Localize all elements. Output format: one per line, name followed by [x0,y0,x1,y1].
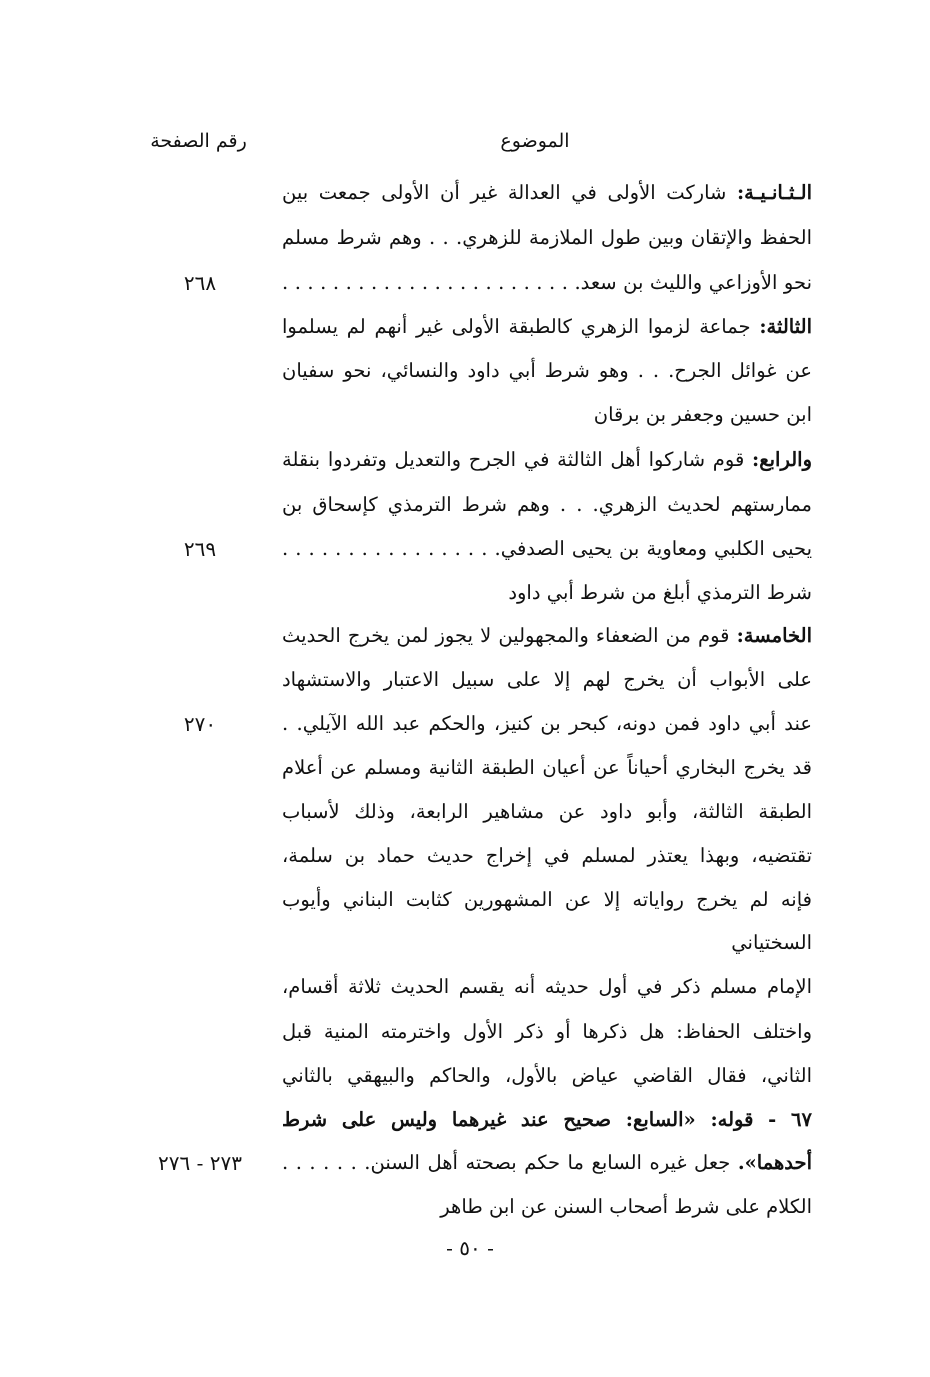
page-number: ٢٦٨ [183,271,217,295]
entry-text: شاركت الأولى في العدالة غير أن الأولى جمعت بين [282,181,737,204]
entry-text: عند أبي داود فمن دونه، كبحر بن كنيز، والحكم عبد الله الآيلي. . [282,712,812,735]
index-line [282,217,812,259]
entry-text: السختياني [731,931,812,954]
index-line [282,306,812,348]
entry-heading: والرابع: [752,448,812,471]
index-line [282,1099,812,1141]
entry-text: ممارستهم لحديث الزهري. . . وهم شرط الترمذي كإسحاق بن [282,493,812,516]
index-line [282,703,812,745]
index-line [282,1186,812,1228]
index-line [282,659,812,701]
entry-text: واختلف الحفاظ: هل ذكرها أو ذكر الأول واخترمته المنية قبل [282,1020,812,1043]
entry-text: فإنه لم يخرج رواياته إلا عن المشهورين كثابت البناني وأيوب [282,888,812,911]
index-line [282,1011,812,1053]
index-line [282,262,812,304]
entry-text: عن غوائل الجرح. . . وهو شرط أبي داود والنسائي، نحو سفيان [282,359,812,382]
entry-text: الثاني، فقال القاضي عياض بالأول، والحاكم والبيهقي بالثاني [282,1064,812,1087]
entry-text: الإمام مسلم ذكر في أول حديثه أنه يقسم الحديث ثلاثة أقسام، [282,975,812,998]
index-line [282,879,812,921]
index-line [282,966,812,1008]
page-number: ٢٦٩ [183,537,217,561]
page-number: ٢٧٠ [183,712,217,736]
entry-text: الحفظ والإتقان وبين طول الملازمة للزهري. . . وهم شرط مسلم [282,226,812,249]
index-line [282,1142,812,1184]
entry-heading: أحدهما». [737,1151,812,1174]
page-footer-number: - ٥٠ - [446,1236,494,1260]
index-line [282,791,812,833]
entry-heading: الخامسة: [736,624,812,647]
entry-heading: الثالثة: [759,315,812,338]
entry-text: نحو الأوزاعي والليث بن سعد. . . . . . . . . . . . . . . . . . . . . . . . [282,271,812,294]
entry-text: قوم شاركوا أهل الثالثة في الجرح والتعديل وتفردوا بنقلة [282,448,753,471]
page-number-column-header: رقم الصفحة [150,130,247,152]
entry-text: قد يخرج البخاري أحياناً عن أعيان الطبقة الثانية ومسلم عن أعلام [282,756,812,779]
entry-heading: ٦٧ - قوله: «السابع: صحيح عند غيرهما وليس على شرط [282,1108,812,1131]
index-line [282,615,812,657]
index-line [282,747,812,789]
entry-text: جماعة لزموا الزهري كالطبقة الأولى غير أنهم لم يسلموا [282,315,760,338]
entry-text: شرط الترمذي أبلغ من شرط أبي داود [508,581,812,604]
index-line [282,922,812,964]
index-line [282,835,812,877]
entry-text: تقتضيه، وبهذا يعتذر لمسلم في إخراج حديث حماد بن سلمة، [282,844,812,867]
entry-text: الطبقة الثالثة، وأبو داود عن مشاهير الرابعة، وذلك لأسباب [282,800,812,823]
entry-text: الكلام على شرط أصحاب السنن عن ابن طاهر [440,1195,812,1218]
index-line [282,1055,812,1097]
topic-column-header: الموضوع [500,130,570,152]
page-number: ٢٧٣ - ٢٧٦ [158,1151,242,1175]
index-line [282,439,812,481]
entry-heading: الـثـانـيـة: [736,181,812,204]
index-line [282,350,812,392]
entry-text: ابن حسين وجعفر بن برقان [593,403,812,426]
index-line [282,484,812,526]
entry-text: على الأبواب أن يخرج لهم إلا على سبيل الاعتبار والاستشهاد [282,668,812,691]
index-line [282,394,812,436]
entry-text: جعل غيره السابع ما حكم بصحته أهل السنن. . . . . . . [282,1151,738,1174]
entry-text: يحيى الكلبي ومعاوية بن يحيى الصدفي. . . . . . . . . . . . . . . . . [282,537,812,560]
entry-text: قوم من الضعفاء والمجهولين لا يجوز لمن يخرج الحديث [282,624,737,647]
index-line [282,572,812,614]
index-line [282,528,812,570]
index-line [282,172,812,214]
